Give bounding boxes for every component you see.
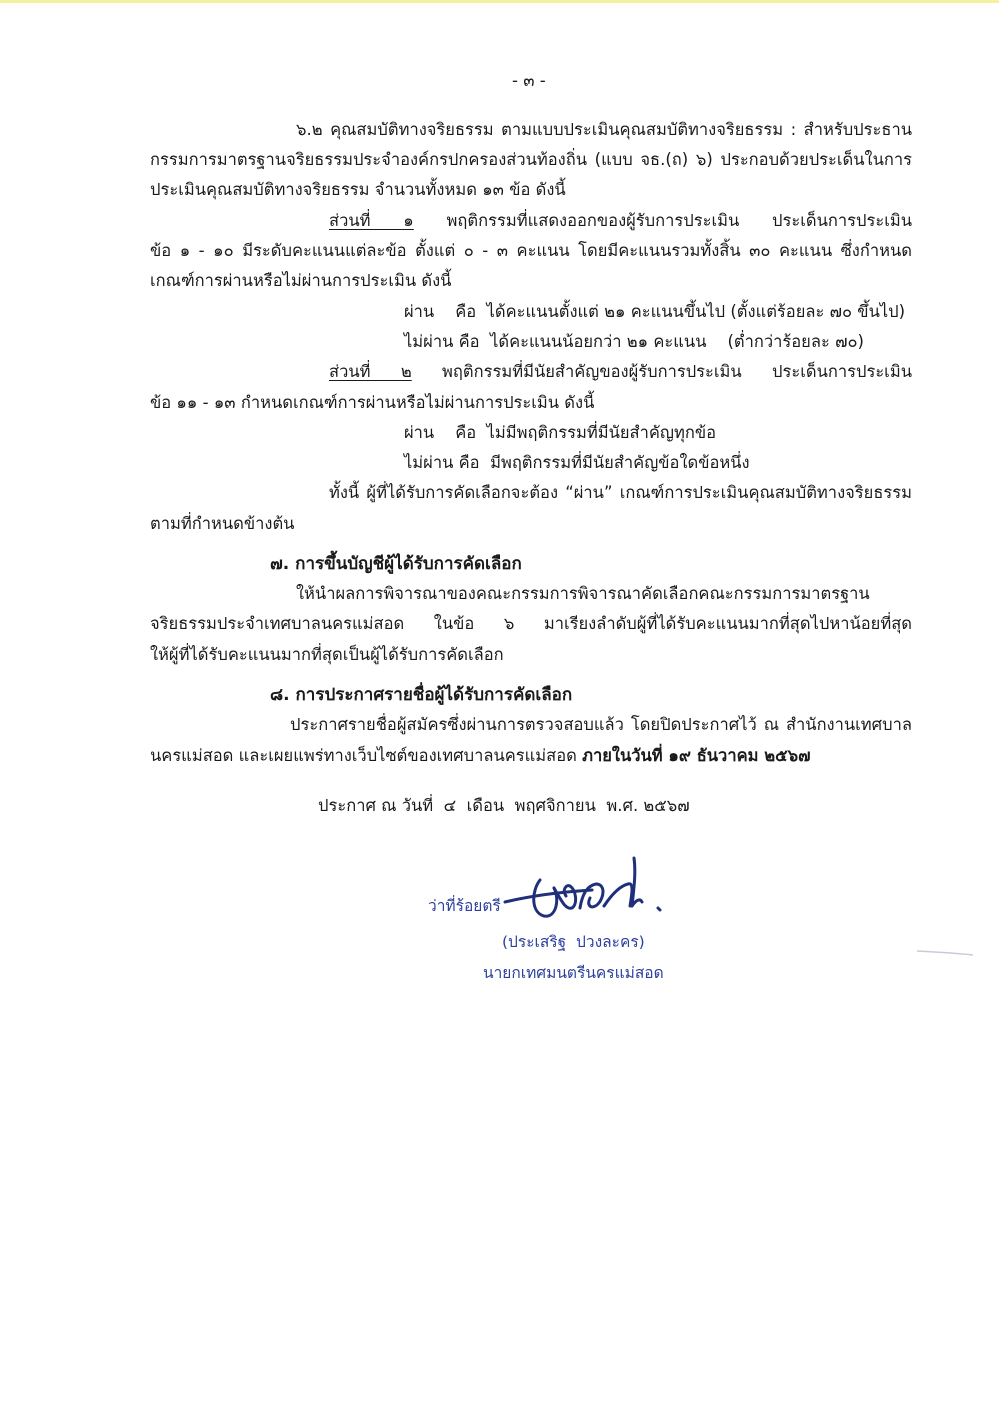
page-number: - ๓ - bbox=[512, 71, 546, 90]
part-2-line-2: ข้อ ๑๑ - ๑๓ กำหนดเกณฑ์การผ่านหรือไม่ผ่านการประเมิน ดังนี้ bbox=[150, 393, 595, 412]
part-1-line-2: ข้อ ๑ - ๑๐ มีระดับคะแนนแต่ละข้อ ตั้งแต่ ๐ - ๓ คะแนน โดยมีคะแนนรวมทั้งสิ้น ๓๐ คะแนน ซึ่งกำหนด bbox=[150, 241, 912, 260]
section-8-heading: ๘. การประกาศรายชื่อผู้ได้รับการคัดเลือก bbox=[270, 685, 573, 705]
section-7-line-1: ให้นำผลการพิจารณาของคณะกรรมการพิจารณาคัดเลือกคณะกรรมการมาตรฐาน bbox=[296, 584, 870, 603]
section-7-line-3: ให้ผู้ที่ได้รับคะแนนมากที่สุดเป็นผู้ได้รับการคัดเลือก bbox=[150, 645, 504, 664]
part-2-label: ส่วนที่ ๒ bbox=[329, 362, 412, 381]
section-6-2-line-3: ประเมินคุณสมบัติทางจริยธรรม จำนวนทั้งหมด ๑๓ ข้อ ดังนี้ bbox=[150, 180, 566, 199]
part-2-line-1 bbox=[329, 361, 912, 383]
signer-position: นายกเทศมนตรีนครแม่สอด bbox=[483, 964, 664, 982]
part-1-pass-criteria: ผ่าน คือ ได้คะแนนตั้งแต่ ๒๑ คะแนนขึ้นไป (ตั้งแต่ร้อยละ ๗๐ ขึ้นไป) bbox=[404, 302, 906, 321]
section-6-2-line-2: กรรมการมาตรฐานจริยธรรมประจำองค์กรปกครองส่วนท้องถิ่น (แบบ จธ.(ถ) ๖) ประกอบด้วยประเด็นในการ bbox=[150, 150, 912, 169]
part-2-pass-criteria: ผ่าน คือ ไม่มีพฤติกรรมที่มีนัยสำคัญทุกข้อ bbox=[404, 423, 717, 442]
part-1-fail-criteria: ไม่ผ่าน คือ ได้คะแนนน้อยกว่า ๒๑ คะแนน (ต่ำกว่าร้อยละ ๗๐) bbox=[404, 332, 864, 351]
section-8-line-2-text: นครแม่สอด และเผยแพร่ทางเว็บไซต์ของเทศบาลนครแม่สอด bbox=[150, 746, 583, 765]
stray-pen-mark bbox=[915, 948, 975, 958]
part-2-fail-criteria: ไม่ผ่าน คือ มีพฤติกรรมที่มีนัยสำคัญข้อใดข้อหนึ่ง bbox=[404, 453, 750, 472]
signer-rank: ว่าที่ร้อยตรี bbox=[428, 897, 501, 915]
part-2-line-1-text: พฤติกรรมที่มีนัยสำคัญของผู้รับการประเมิน ประเด็นการประเมิน bbox=[411, 362, 912, 381]
part-1-label: ส่วนที่ ๑ bbox=[329, 211, 414, 230]
handwritten-signature bbox=[500, 850, 690, 930]
section-8-line-1: ประกาศรายชื่อผู้สมัครซึ่งผ่านการตรวจสอบแล้ว โดยปิดประกาศไว้ ณ สำนักงานเทศบาล bbox=[290, 715, 912, 734]
section-7-line-2: จริยธรรมประจำเทศบาลนครแม่สอด ในข้อ ๖ มาเรียงลำดับผู้ที่ได้รับคะแนนมากที่สุดไปหาน้อยที่สุด bbox=[150, 614, 912, 633]
signer-name: (ประเสริฐ ปวงละคร) bbox=[502, 933, 645, 951]
part-1-line-1-text: พฤติกรรมที่แสดงออกของผู้รับการประเมิน ประเด็นการประเมิน bbox=[413, 211, 912, 230]
section-8-deadline: ภายในวันที่ ๑๙ ธันวาคม ๒๕๖๗ bbox=[582, 746, 811, 765]
section-6-2-line-1: ๖.๒ คุณสมบัติทางจริยธรรม ตามแบบประเมินคุณสมบัติทางจริยธรรม : สำหรับประธาน bbox=[296, 120, 912, 139]
announcement-date: ประกาศ ณ วันที่ ๔ เดือน พฤศจิกายน พ.ศ. ๒๕๖๗ bbox=[318, 796, 690, 815]
part-1-line-3: เกณฑ์การผ่านหรือไม่ผ่านการประเมิน ดังนี้ bbox=[150, 271, 452, 290]
conclusion-line-1: ทั้งนี้ ผู้ที่ได้รับการคัดเลือกจะต้อง “ผ่าน” เกณฑ์การประเมินคุณสมบัติทางจริยธรรม bbox=[329, 483, 912, 502]
conclusion-line-2: ตามที่กำหนดข้างต้น bbox=[150, 514, 295, 533]
section-8-line-2 bbox=[150, 745, 811, 767]
part-1-line-1 bbox=[329, 210, 912, 232]
section-7-heading: ๗. การขึ้นบัญชีผู้ได้รับการคัดเลือก bbox=[270, 554, 522, 574]
